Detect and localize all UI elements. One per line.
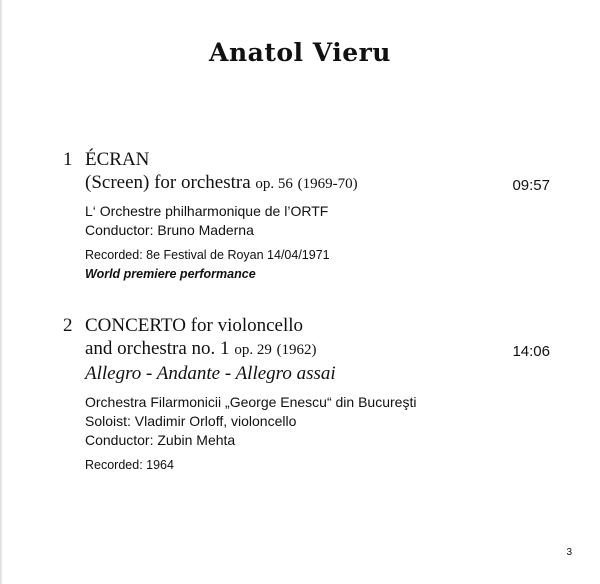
track-opus: op. 29 xyxy=(234,342,272,358)
page-edge-shadow xyxy=(0,0,3,584)
track-ensemble: L‘ Orchestre philharmonique de l’ORTF xyxy=(85,203,329,219)
track-title: CONCERTO for violoncello xyxy=(85,315,304,336)
track-years: (1962) xyxy=(276,342,317,358)
track-2-subtitle-line xyxy=(63,337,563,362)
track-subtitle: (Screen) for orchestra xyxy=(85,172,251,193)
track-conductor: Conductor: Bruno Maderna xyxy=(85,222,254,238)
track-1-title-line xyxy=(63,148,563,171)
track-2 xyxy=(63,314,563,475)
track-duration: 09:57 xyxy=(512,177,550,194)
track-duration: 14:06 xyxy=(512,343,550,360)
track-recorded: Recorded: 1964 xyxy=(85,458,174,472)
track-opus: op. 56 xyxy=(255,176,293,192)
track-1-subtitle-line xyxy=(63,171,563,196)
track-number: 1 xyxy=(63,149,73,170)
track-recorded: Recorded: 8e Festival de Royan 14/04/1971 xyxy=(85,248,330,262)
track-note: World premiere performance xyxy=(85,267,256,281)
track-conductor: Conductor: Zubin Mehta xyxy=(85,432,236,448)
track-number: 2 xyxy=(63,315,73,336)
track-soloist: Soloist: Vladimir Orloff, violoncello xyxy=(85,413,297,429)
track-subtitle: and orchestra no. 1 xyxy=(85,338,230,359)
composer-name: Anatol Vieru xyxy=(209,38,391,67)
track-years: (1969-70) xyxy=(297,176,358,192)
track-ensemble: Orchestra Filarmonicii „George Enescu“ din Bucureşti xyxy=(85,394,417,410)
track-2-title-line xyxy=(63,314,563,337)
track-title: ÉCRAN xyxy=(85,149,150,170)
track-movements-line xyxy=(63,362,563,385)
page-number: 3 xyxy=(566,547,572,558)
track-1 xyxy=(63,148,563,284)
track-movements: Allegro - Andante - Allegro assai xyxy=(85,363,336,384)
